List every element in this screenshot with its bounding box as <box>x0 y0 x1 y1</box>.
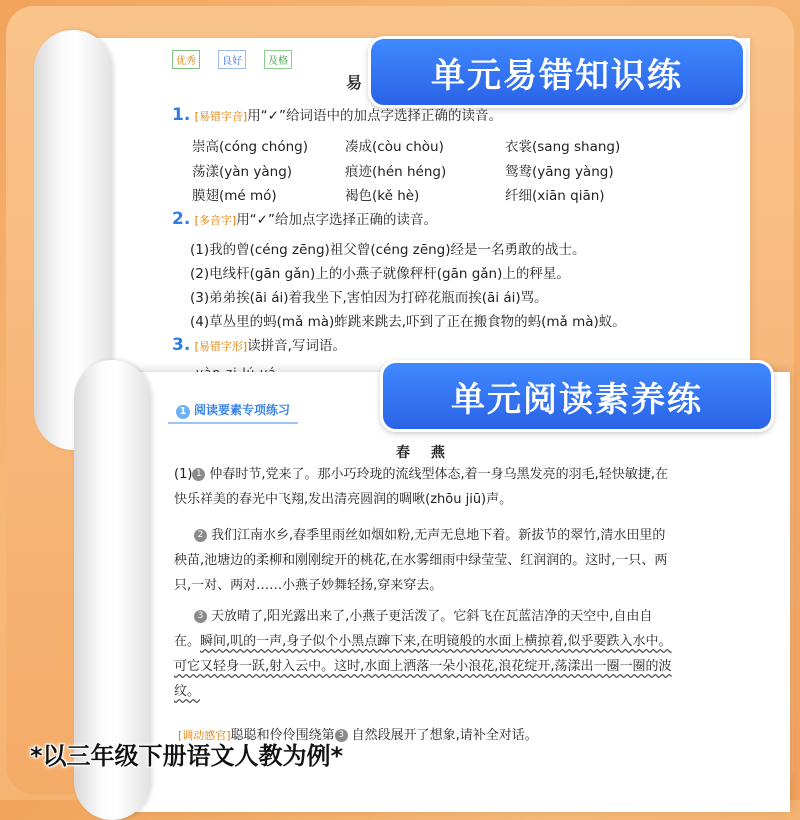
question-prompt: 读拼音,写词语。 <box>247 338 346 354</box>
paragraph-marker: 1 <box>192 468 205 481</box>
question-text: 自然段展开了想象,请补全对话。 <box>351 728 538 743</box>
sentence-item[interactable]: (4)草丛里的蚂(mǎ mà)蚱跳来跳去,吓到了正在搬食物的蚂(mǎ mà)蚁。 <box>190 314 626 330</box>
intro-label: (1) <box>174 467 193 482</box>
paragraph-text-underlined: 瞬间,叽的一声,身子似个小黑点蹿下来,在明镜般的水面上横掠着,似乎要跌入水中。可它又轻身一跃,射入云中。这时,水面上洒落一朵小浪花,浪花绽开,荡漾出一圈一圈的波纹。 <box>174 634 672 699</box>
section-header <box>168 398 298 424</box>
sentence-item[interactable]: (2)电线杆(gān gǎn)上的小燕子就像秤杆(gān gǎn)上的秤星。 <box>190 266 570 282</box>
word-item[interactable]: 膜翅(mé mó) <box>192 188 277 204</box>
question-text: 聪聪和伶伶围绕第 <box>230 728 335 743</box>
paragraph-marker: 2 <box>194 529 207 542</box>
word-item[interactable]: 褐色(kě hè) <box>345 188 420 204</box>
word-item[interactable]: 崇高(cóng chóng) <box>192 139 308 155</box>
question-number: 2. <box>172 209 191 229</box>
question-number: 1. <box>172 105 191 125</box>
sentence-item[interactable]: (1)我的曾(céng zēng)祖父曾(céng zēng)经是一名勇敢的战士。 <box>190 242 586 258</box>
question-tag: [易错字形] <box>194 340 248 353</box>
badge-error-practice: 单元易错知识练 <box>368 36 746 108</box>
paragraph-marker: 3 <box>335 729 348 742</box>
section-number: 1 <box>176 405 190 419</box>
section-title: 阅读要素专项练习 <box>194 403 291 417</box>
word-item[interactable]: 荡漾(yàn yàng) <box>192 164 293 180</box>
question-number: 3. <box>172 335 191 355</box>
question-tag: [调动感官] <box>178 729 231 742</box>
question-3 <box>172 334 346 355</box>
paragraph-marker: 3 <box>194 610 207 623</box>
essay-paragraph-3 <box>174 604 674 704</box>
essay-paragraph-1 <box>174 462 674 512</box>
question-tag: [多音字] <box>194 214 237 227</box>
rating-pass[interactable]: 及格 <box>264 50 292 69</box>
paragraph-text: 我们江南水乡,春季里雨丝如烟如粉,无声无息地下着。新拔节的翠竹,清水田里的秧苗,池塘边的柔柳和刚刚绽开的桃花,在水雾细雨中绿莹莹、红润润的。这时,一只、两只,一对、两对……小燕子妙舞轻扬,穿来穿去。 <box>174 528 668 593</box>
badge-reading-practice: 单元阅读素养练 <box>380 360 774 432</box>
rating-good[interactable]: 良好 <box>218 50 246 69</box>
question-prompt: 用“✓”给加点字选择正确的读音。 <box>236 212 437 228</box>
question-prompt: 用“✓”给词语中的加点字选择正确的读音。 <box>247 108 502 124</box>
paragraph-text: 天放晴了,阳光露出来了,小燕子更活泼了。它斜飞在瓦蓝洁净的天空中,自由自在。 <box>174 609 653 649</box>
sentence-item[interactable]: (3)弟弟挨(āi ái)着我坐下,害怕因为打碎花瓶而挨(āi ái)骂。 <box>190 290 548 306</box>
rating-excellent[interactable]: 优秀 <box>172 50 200 69</box>
footer-note: *以三年级下册语文人教为例* <box>30 742 344 770</box>
word-item[interactable]: 衣裳(sang shang) <box>505 139 621 155</box>
paragraph-text: 仲春时节,党来了。那小巧玲珑的流线型体态,着一身乌黑发亮的羽毛,轻快敏捷,在快乐祥美的春光中飞翔,发出清亮圆润的啁啾(zhōu jiū)声。 <box>174 467 668 507</box>
essay-title: 春 燕 <box>396 445 453 461</box>
word-item[interactable]: 凑成(còu chòu) <box>345 139 444 155</box>
question-2 <box>172 208 437 229</box>
question-tag: [易错字音] <box>194 110 248 123</box>
essay-paragraph-2 <box>174 523 674 598</box>
page-title-fragment: 易 <box>346 73 363 92</box>
word-item[interactable]: 痕迹(hén héng) <box>345 164 447 180</box>
word-item[interactable]: 纤细(xiān qiān) <box>505 188 605 204</box>
word-item[interactable]: 鸳鸯(yāng yàng) <box>505 164 614 180</box>
